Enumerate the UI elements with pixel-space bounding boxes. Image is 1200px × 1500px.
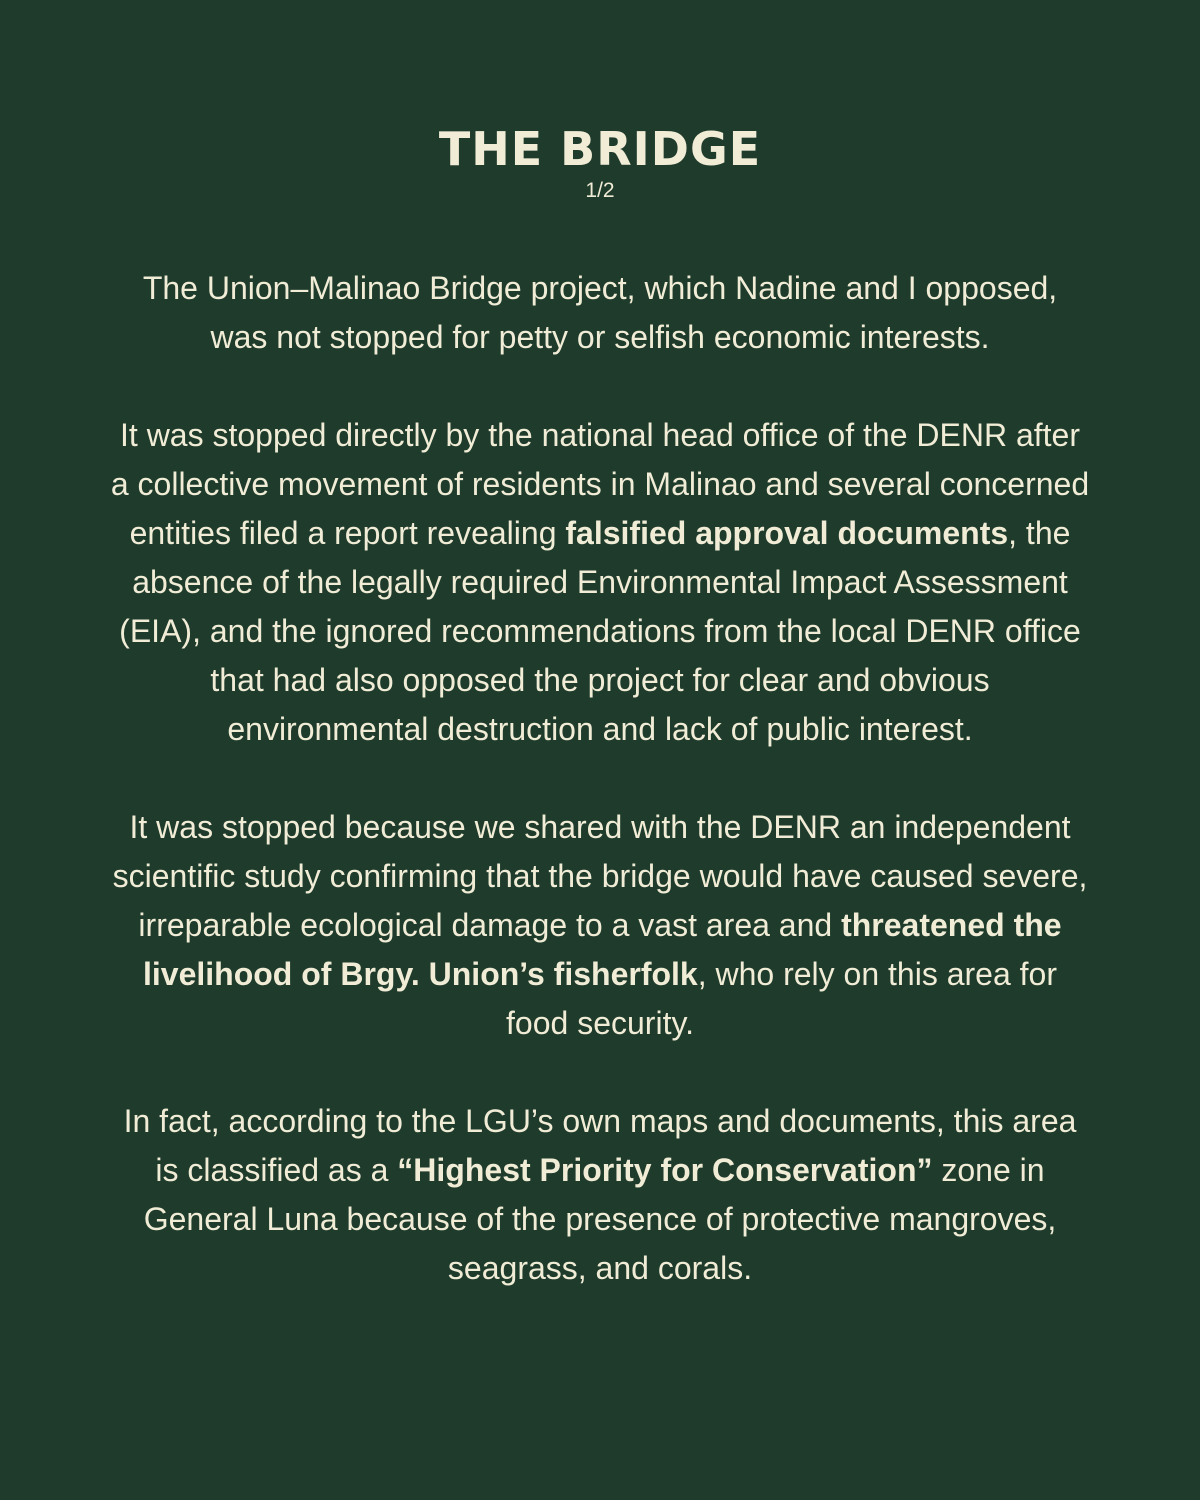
- paragraph-intro: [110, 264, 1090, 362]
- emphasis-falsified-documents: falsified approval documents: [565, 515, 1009, 551]
- paragraph-text: It was stopped because we shared with the DENR an independent scientific study confirming that the bridge would have caused severe, irreparable ecological damage to a vast area and: [112, 809, 1088, 943]
- page-indicator: 1/2: [585, 179, 615, 202]
- paragraph-conservation-zone: [110, 1097, 1090, 1293]
- paragraph-scientific-study: [110, 803, 1090, 1048]
- paragraph-text: It was stopped directly by the national head office of the DENR after a collective movement of residents in Malinao and several concerned entities filed a report revealing: [110, 417, 1090, 551]
- paragraph-text: In fact, according to the LGU’s own maps and documents, this area is classified as a: [123, 1103, 1077, 1188]
- paragraph-text: , the absence of the legally required Environmental Impact Assessment (EIA), and the ignored recommendations from the local DENR office that had also opposed the project for clear and obvious environmental destruction and lack of public interest.: [119, 515, 1081, 747]
- emphasis-highest-priority: “Highest Priority for Conservation”: [397, 1152, 933, 1188]
- paragraph-text: , who rely on this area for food security.: [506, 956, 1057, 1041]
- emphasis-fisherfolk-livelihood: threatened the livelihood of Brgy. Union’s fisherfolk: [143, 907, 1062, 992]
- paragraph-text: The Union–Malinao Bridge project, which Nadine and I opposed, was not stopped for petty or selfish economic interests.: [142, 270, 1058, 355]
- paragraph-text: zone in General Luna because of the presence of protective mangroves, seagrass, and corals.: [143, 1152, 1057, 1286]
- paragraph-denr-report: [110, 411, 1090, 754]
- page-title: THE BRIDGE: [438, 122, 762, 176]
